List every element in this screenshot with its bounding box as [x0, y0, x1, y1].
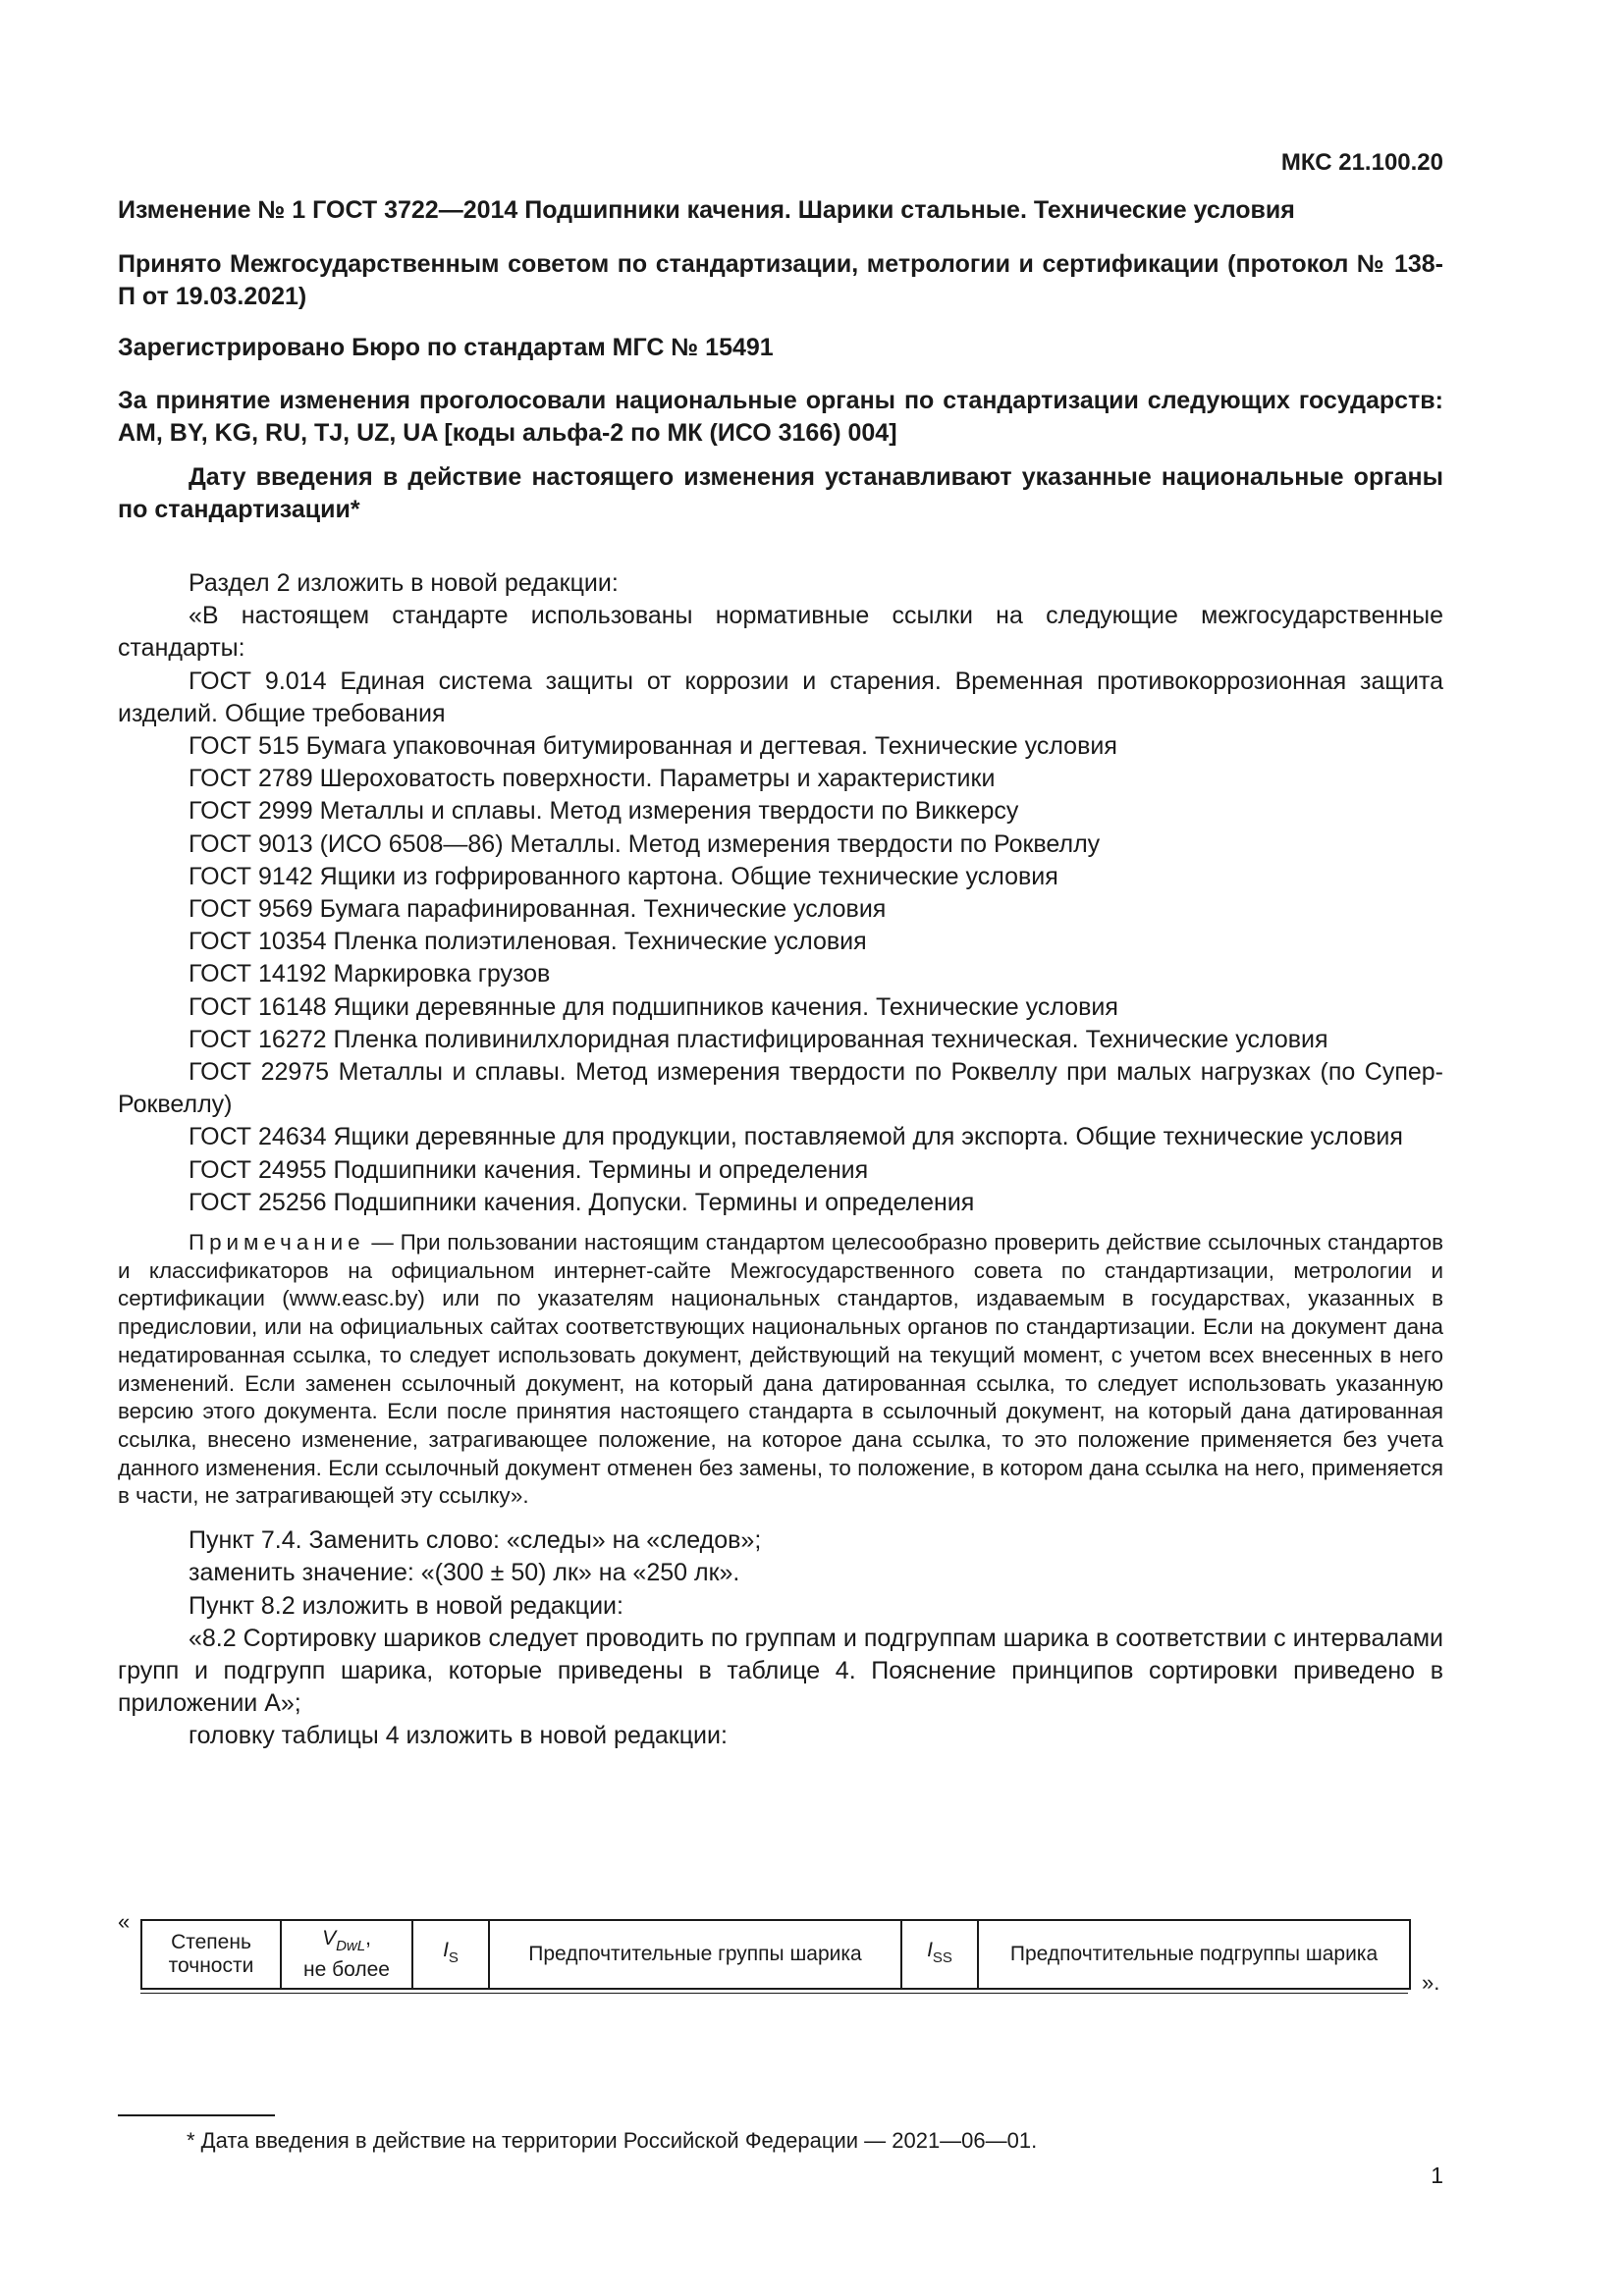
- col-preferred-subgroups: Предпочтительные подгруппы шарика: [978, 1920, 1410, 1989]
- col-preferred-groups: Предпочтительные группы шарика: [489, 1920, 901, 1989]
- footnote-rule: [118, 2114, 275, 2116]
- change-item: «8.2 Сортировку шариков следует проводить по группам и подгруппам шарика в соответствии с интервалами групп и подгрупп шарика, которые приведены в таблице 4. Пояснение принципов сортировки приведено в приложении А»;: [118, 1624, 1443, 1718]
- page-number: 1: [1431, 2163, 1443, 2188]
- reference-item: ГОСТ 10354 Пленка полиэтиленовая. Технические условия: [189, 928, 867, 956]
- reference-item: ГОСТ 14192 Маркировка грузов: [189, 960, 551, 988]
- change-item: заменить значение: «(300 ± 50) лк» на «250 лк».: [189, 1559, 740, 1587]
- close-quote: ».: [1422, 1970, 1440, 1995]
- col-accuracy-grade: Степень точности: [141, 1920, 281, 1989]
- reference-item: ГОСТ 9142 Ящики из гофрированного картона. Общие технические условия: [189, 862, 1058, 890]
- table-bottom-rule: [140, 1993, 1408, 1994]
- mks-code: МКС 21.100.20: [1280, 149, 1443, 176]
- reference-item: ГОСТ 9013 (ИСО 6508—86) Металлы. Метод измерения твердости по Роквеллу: [189, 829, 1101, 858]
- note-label: Примечание: [189, 1230, 365, 1255]
- change-item: головку таблицы 4 изложить в новой редакции:: [189, 1722, 728, 1750]
- reference-item: ГОСТ 22975 Металлы и сплавы. Метод измерения твердости по Роквеллу при малых нагрузках (по Супер-Роквеллу): [118, 1058, 1443, 1119]
- reference-note: [118, 1229, 1443, 1511]
- change-item: Пункт 7.4. Заменить слово: «следы» на «следов»;: [189, 1526, 762, 1555]
- table4-header: [140, 1919, 1411, 1990]
- registration-statement: Зарегистрировано Бюро по стандартам МГС № 15491: [118, 334, 774, 361]
- adopted-statement: Принято Межгосударственным советом по стандартизации, метрологии и сертификации (протокол № 138-П от 19.03.2021): [118, 250, 1443, 310]
- reference-item: ГОСТ 2789 Шероховатость поверхности. Параметры и характеристики: [189, 765, 996, 793]
- reference-item: ГОСТ 515 Бумага упаковочная битумированная и дегтевая. Технические условия: [189, 732, 1117, 761]
- voting-statement: За принятие изменения проголосовали национальные органы по стандартизации следующих государств: AM, BY, KG, RU, TJ, UZ, UA [коды альфа-2 по МК (ИСО 3166) 004]: [118, 387, 1443, 447]
- reference-item: ГОСТ 25256 Подшипники качения. Допуски. Термины и определения: [189, 1188, 975, 1216]
- reference-item: ГОСТ 9.014 Единая система защиты от коррозии и старения. Временная противокоррозионная защита изделий. Общие требования: [118, 667, 1443, 727]
- table4-header-block: [118, 1909, 1443, 2000]
- col-vdwl: $V_{DwL}$, не более: [281, 1920, 412, 1989]
- reference-item: ГОСТ 16148 Ящики деревянные для подшипников качения. Технические условия: [189, 992, 1118, 1021]
- reference-item: ГОСТ 24955 Подшипники качения. Термины и определения: [189, 1155, 869, 1184]
- section2-lead: «В настоящем стандарте использованы нормативные ссылки на следующие межгосударственные стандарты:: [118, 602, 1443, 663]
- reference-item: ГОСТ 2999 Металлы и сплавы. Метод измерения твердости по Виккерсу: [189, 797, 1019, 826]
- amendment-body: [118, 567, 1443, 1753]
- col-is: $I_S$: [412, 1920, 489, 1989]
- effective-date-statement: Дату введения в действие настоящего изменения устанавливают указанные национальные органы по стандартизации*: [118, 463, 1443, 523]
- note-text: — При пользовании настоящим стандартом целесообразно проверить действие ссылочных стандартов и классификаторов на официальном интернет-сайте Межгосударственного совета по стандартизации, метрологии и сертификации (www.easc.by) или по указателям национальных стандартов, издаваемым в государствах, указанных в предисловии, или на официальных сайтах соответствующих национальных органов по стандартизации. Если на документ дана недатированная ссылка, то следует использовать документ, действующий на текущий момент, с учетом всех внесенных в него изменений. Если заменен ссылочный документ, на который дана датированная ссылка, то следует использовать указанную версию этого документа. Если после принятия настоящего стандарта в ссылочный документ, на который дана датированная ссылка, внесено изменение, затрагивающее положение, на которое дана ссылка, то это положение применяется без учета данного изменения. Если ссылочный документ отменен без замены, то положение, в котором дана ссылка на него, применяется в части, не затрагивающей эту ссылку».: [118, 1230, 1443, 1509]
- change-item: Пункт 8.2 изложить в новой редакции:: [189, 1591, 623, 1620]
- reference-item: ГОСТ 16272 Пленка поливинилхлоридная пластифицированная техническая. Технические условия: [189, 1025, 1328, 1053]
- section2-intro: Раздел 2 изложить в новой редакции:: [189, 569, 619, 597]
- amendment-title: Изменение № 1 ГОСТ 3722—2014 Подшипники качения. Шарики стальные. Технические условия: [118, 196, 1295, 224]
- open-quote: «: [118, 1909, 131, 1934]
- reference-item: ГОСТ 24634 Ящики деревянные для продукции, поставляемой для экспорта. Общие технические условия: [189, 1123, 1403, 1151]
- reference-item: ГОСТ 9569 Бумага парафинированная. Технические условия: [189, 895, 887, 924]
- footnote: * Дата введения в действие на территории Российской Федерации — 2021—06—01.: [187, 2128, 1038, 2153]
- col-iss: $I_{SS}$: [901, 1920, 978, 1989]
